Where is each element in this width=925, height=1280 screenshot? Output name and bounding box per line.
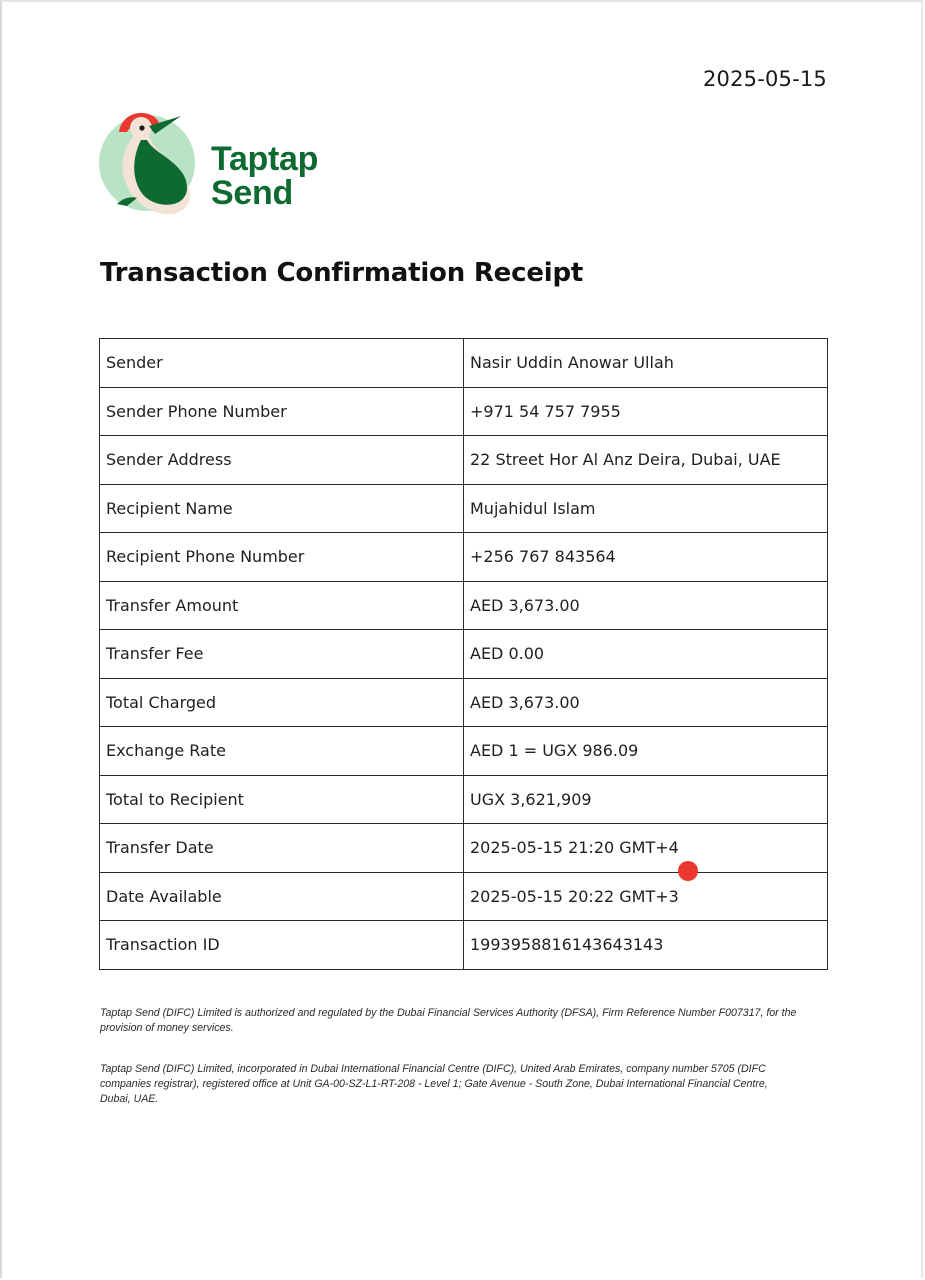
table-row xyxy=(100,339,828,388)
bird-logo-icon xyxy=(97,106,207,221)
row-label: Transaction ID xyxy=(100,921,464,970)
page-title: Transaction Confirmation Receipt xyxy=(100,258,584,288)
brand-name xyxy=(211,142,318,210)
taptap-send-logo xyxy=(97,106,347,221)
row-label: Sender Phone Number xyxy=(100,387,464,436)
row-label: Exchange Rate xyxy=(100,727,464,776)
row-value: UGX 3,621,909 xyxy=(464,775,828,824)
table-row xyxy=(100,630,828,679)
brand-name-line1: Taptap xyxy=(211,140,319,178)
table-row xyxy=(100,387,828,436)
table-row xyxy=(100,872,828,921)
row-value: AED 1 = UGX 986.09 xyxy=(464,727,828,776)
footnote-regulation: Taptap Send (DIFC) Limited is authorized and regulated by the Dubai Financial Services Authority (DFSA), Firm Reference Number F007317, for the provision of money services. xyxy=(100,1007,797,1034)
table-row xyxy=(100,533,828,582)
row-value: 1993958816143643143 xyxy=(464,921,828,970)
row-value: +256 767 843564 xyxy=(464,533,828,582)
receipt-date: 2025-05-15 xyxy=(702,67,827,91)
red-dot-mark xyxy=(678,861,698,881)
row-value: 2025-05-15 20:22 GMT+3 xyxy=(464,872,828,921)
table-row xyxy=(100,678,828,727)
brand-name-line2: Send xyxy=(211,174,293,212)
row-value: +971 54 757 7955 xyxy=(464,387,828,436)
row-label: Transfer Fee xyxy=(100,630,464,679)
row-value: AED 0.00 xyxy=(464,630,828,679)
row-label: Date Available xyxy=(100,872,464,921)
table-row xyxy=(100,921,828,970)
row-label: Recipient Phone Number xyxy=(100,533,464,582)
row-value: 2025-05-15 21:20 GMT+4 xyxy=(464,824,828,873)
table-row xyxy=(100,727,828,776)
receipt-table xyxy=(99,338,828,970)
row-value: AED 3,673.00 xyxy=(464,678,828,727)
row-label: Recipient Name xyxy=(100,484,464,533)
table-row xyxy=(100,775,828,824)
table-row xyxy=(100,581,828,630)
row-label: Total to Recipient xyxy=(100,775,464,824)
row-label: Transfer Date xyxy=(100,824,464,873)
table-row xyxy=(100,824,828,873)
row-label: Sender xyxy=(100,339,464,388)
row-label: Total Charged xyxy=(100,678,464,727)
row-value: Mujahidul Islam xyxy=(464,484,828,533)
row-label: Transfer Amount xyxy=(100,581,464,630)
row-value: AED 3,673.00 xyxy=(464,581,828,630)
row-label: Sender Address xyxy=(100,436,464,485)
row-value: 22 Street Hor Al Anz Deira, Dubai, UAE xyxy=(464,436,828,485)
row-value: Nasir Uddin Anowar Ullah xyxy=(464,339,828,388)
table-row xyxy=(100,484,828,533)
table-row xyxy=(100,436,828,485)
footnote-incorporation: Taptap Send (DIFC) Limited, incorporated in Dubai International Financial Centre (DIFC), United Arab Emirates, company number 5705 (DIFC companies registrar), registered office at Unit GA-00-SZ-L1-RT-208 - Level 1; Gate Avenue - South Zone, Dubai International Financial Centre, Dubai, UAE. xyxy=(100,1063,768,1105)
receipt-table-body xyxy=(100,339,828,970)
